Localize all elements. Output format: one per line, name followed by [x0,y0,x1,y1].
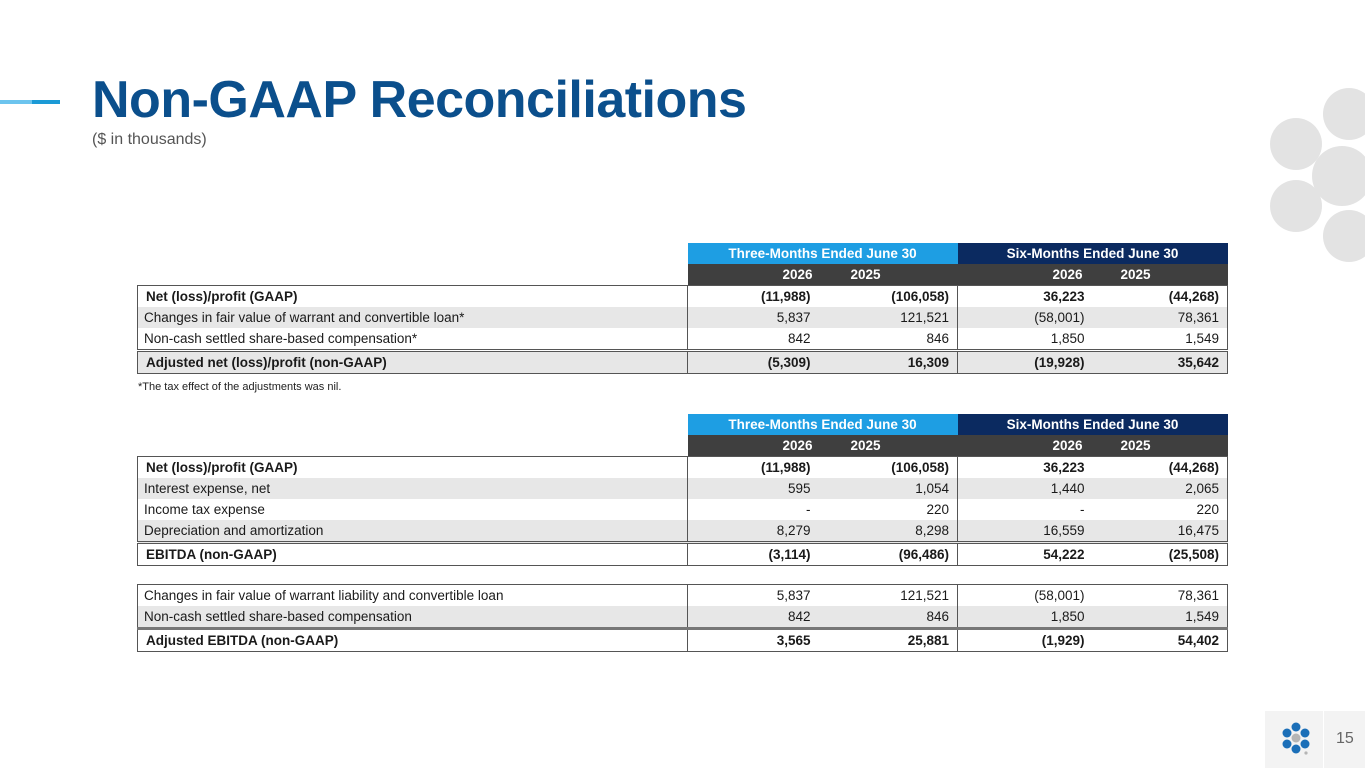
cell-value: (58,001) [958,585,1093,607]
year-header: 2025 [823,435,958,457]
header-blank [138,243,688,264]
cell-value: - [1080,502,1085,517]
cell-value: 5,837 [688,585,823,607]
cell-value: 595 [688,478,823,499]
row-label: Non-cash settled share-based compensation* [138,328,688,351]
title-accent-line-light [0,100,32,104]
row-label: Net (loss)/profit (GAAP) [138,286,688,308]
table-row [138,457,1228,479]
year-header: 2026 [958,435,1093,457]
cell-value: 121,521 [823,307,958,328]
cell-value: (106,058) [823,457,958,479]
row-label: Net (loss)/profit (GAAP) [138,457,688,479]
page-number-divider [1323,711,1324,768]
year-header: 2026 [688,264,823,286]
cell-value: 78,361 [1093,307,1228,328]
cell-value: - [806,502,811,517]
cell-value: 25,881 [823,629,958,652]
table-row [138,520,1228,543]
page-title: Non-GAAP Reconciliations [92,71,747,129]
cell-value: (58,001) [958,307,1093,328]
cell-value: 1,549 [1093,328,1228,351]
net-profit-reconciliation-table [137,243,1228,374]
year-header: 2025 [823,264,958,286]
cell-value: 842 [688,606,823,629]
row-label: Adjusted net (loss)/profit (non-GAAP) [138,351,688,374]
cell-value: (96,486) [823,543,958,566]
cell-value: 220 [823,499,958,520]
cell-value: 3,565 [688,629,823,652]
row-label: Income tax expense [138,499,688,520]
cell-value: 2,065 [1093,478,1228,499]
year-header: 2026 [688,435,823,457]
row-label: Depreciation and amortization [138,520,688,543]
cell-value: (44,268) [1093,286,1228,308]
table-row [138,328,1228,351]
cell-value: 36,223 [958,286,1093,308]
cell-value: 8,298 [823,520,958,543]
cell-value: 846 [823,606,958,629]
cell-value: (3,114) [688,543,823,566]
table-row [138,499,1228,520]
header-six-months: Six-Months Ended June 30 [958,243,1228,264]
cell-value: (11,988) [688,286,823,308]
cell-value: (5,309) [688,351,823,374]
cell-value: 220 [1093,499,1228,520]
cell-value: 842 [787,331,811,346]
page-number: 15 [1336,730,1354,747]
cell-value: 1,054 [823,478,958,499]
cell-value: 5,837 [688,307,823,328]
cell-value: (44,268) [1093,457,1228,479]
cell-value: (11,988) [688,457,823,479]
cell-value: 1,850 [958,606,1093,629]
table-spacer [138,566,1228,585]
table-row-total [138,629,1228,652]
cell-value: 54,222 [958,543,1093,566]
cell-value: 16,475 [1093,520,1228,543]
cell-value: (106,058) [823,286,958,308]
cell-value: 54,402 [1093,629,1228,652]
cell-value: 1,440 [958,478,1093,499]
footnote: *The tax effect of the adjustments was nil. [138,381,342,393]
table-row-total [138,543,1228,566]
page-subtitle: ($ in thousands) [92,131,207,148]
cell-value: (1,929) [958,629,1093,652]
header-three-months: Three-Months Ended June 30 [688,414,958,435]
header-blank [138,435,688,457]
table-row [138,585,1228,607]
table-row [138,478,1228,499]
cell-value: 846 [823,328,958,351]
row-label: Adjusted EBITDA (non-GAAP) [138,629,688,652]
cell-value: 36,223 [958,457,1093,479]
table-row [138,307,1228,328]
header-blank [138,264,688,286]
year-header: 2025 [1093,264,1228,286]
year-header: 2026 [958,264,1093,286]
row-label: Changes in fair value of warrant and convertible loan* [138,307,688,328]
cell-value: 1,549 [1093,606,1228,629]
table-row [138,286,1228,308]
cell-value: 16,559 [958,520,1093,543]
cell-value: 1,850 [1050,331,1085,346]
company-logo-icon [1280,722,1312,756]
row-label: EBITDA (non-GAAP) [138,543,688,566]
cell-value: (25,508) [1093,543,1228,566]
header-six-months: Six-Months Ended June 30 [958,414,1228,435]
row-label: Changes in fair value of warrant liability and convertible loan [138,585,688,607]
cell-value: 78,361 [1093,585,1228,607]
table-row [138,606,1228,629]
row-label: Non-cash settled share-based compensation [138,606,688,629]
cell-value: 8,279 [688,520,823,543]
header-three-months: Three-Months Ended June 30 [688,243,958,264]
bubble-cluster-decoration-icon [1265,88,1365,268]
cell-value: 121,521 [823,585,958,607]
ebitda-reconciliation-table [137,414,1228,652]
cell-value: 35,642 [1093,351,1228,374]
table-row-total [138,351,1228,374]
cell-value: 16,309 [823,351,958,374]
row-label: Interest expense, net [138,478,688,499]
header-blank [138,414,688,435]
cell-value: (19,928) [958,351,1093,374]
year-header: 2025 [1093,435,1228,457]
title-accent-line-dark [32,100,60,104]
